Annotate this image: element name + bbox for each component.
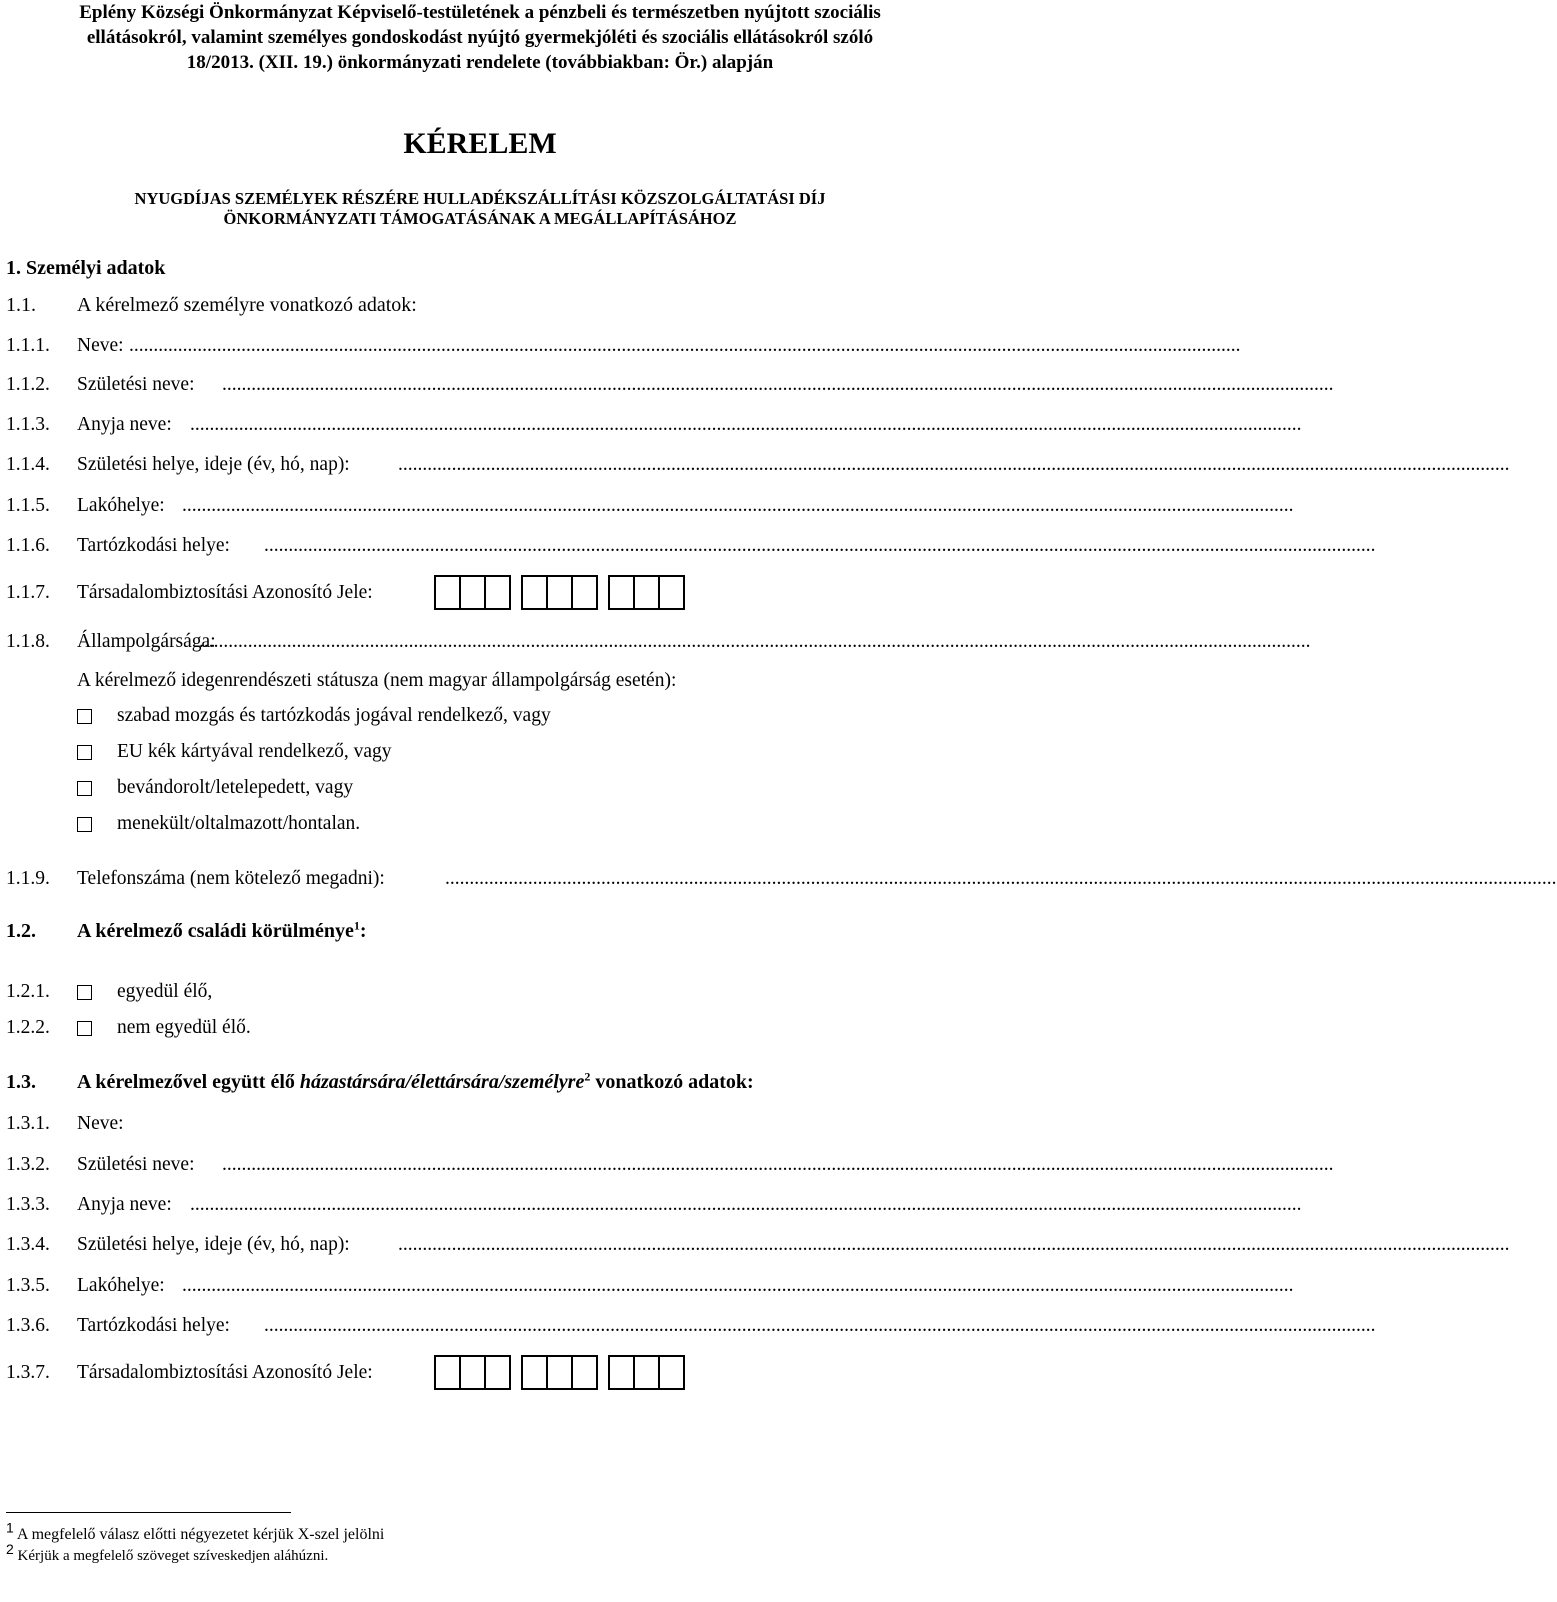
field-partner-birth-place-date[interactable] — [6, 1230, 1510, 1260]
field-number: 1.1.6. — [6, 535, 50, 556]
field-label: Tartózkodási helye: — [77, 1315, 230, 1336]
field-number: 1.3.1. — [6, 1113, 50, 1134]
header-line-2: ellátásokról, valamint személyes gondoskodást nyújtó gyermekjóléti és szociális ellátásokról szóló — [86, 27, 874, 48]
field-partner-mother-name[interactable] — [6, 1190, 1302, 1220]
footnote-1 — [6, 1519, 385, 1545]
footnote-mark: 1 — [6, 1519, 14, 1536]
field-label: Telefonszáma (nem kötelező megadni): — [77, 868, 385, 889]
field-number: 1.1.7. — [6, 582, 50, 603]
digit-box[interactable] — [521, 575, 548, 610]
section-number: 1.2. — [6, 920, 36, 942]
fill-in-line[interactable]: .................................................................................................................................................................................................................................... — [182, 495, 1294, 516]
fill-in-line[interactable]: .................................................................................................................................................................................................................................... — [182, 1275, 1294, 1296]
status-option-label: menekült/oltalmazott/hontalan. — [117, 813, 361, 834]
field-applicant-birth-place-date[interactable] — [6, 450, 1510, 480]
document-subtitle — [0, 189, 960, 229]
digit-box[interactable] — [484, 1355, 511, 1390]
fill-in-line[interactable]: .................................................................................................................................................................................................................................... — [199, 631, 1311, 652]
field-label: Anyja neve: — [77, 414, 172, 435]
digit-box[interactable] — [658, 575, 685, 610]
field-applicant-stay-place[interactable] — [6, 531, 1376, 561]
field-applicant-name[interactable] — [6, 331, 1241, 361]
fill-in-line[interactable]: .................................................................................................................................................................................................................................... — [398, 454, 1510, 475]
status-option-label: EU kék kártyával rendelkező, vagy — [117, 741, 392, 762]
option-number: 1.2.2. — [6, 1017, 50, 1038]
footnote-2 — [6, 1541, 329, 1566]
field-number: 1.3.2. — [6, 1154, 50, 1175]
digit-box[interactable] — [434, 575, 461, 610]
status-option-label: bevándorolt/letelepedett, vagy — [117, 777, 354, 798]
field-number: 1.3.6. — [6, 1315, 50, 1336]
field-number: 1.3.4. — [6, 1234, 50, 1255]
digit-box[interactable] — [459, 575, 486, 610]
field-label: Neve: — [77, 1113, 124, 1134]
checkbox-living-alone[interactable] — [77, 985, 92, 1000]
footnote-mark: 2 — [6, 1541, 14, 1557]
field-partner-name[interactable] — [6, 1109, 948, 1139]
field-number: 1.1.8. — [6, 631, 50, 652]
fill-in-line[interactable]: .................................................................................................................................................................................................................................... — [445, 868, 1557, 889]
checkbox-eu-blue-card[interactable] — [77, 745, 92, 760]
section-number: 1.1. — [6, 294, 36, 316]
digit-box[interactable] — [521, 1355, 548, 1390]
field-applicant-residence[interactable] — [6, 491, 1294, 521]
digit-box[interactable] — [546, 575, 573, 610]
field-label: Születési neve: — [77, 374, 195, 395]
section-number: 1.3. — [6, 1071, 36, 1093]
field-number: 1.3.7. — [6, 1362, 50, 1383]
checkbox-not-living-alone[interactable] — [77, 1021, 92, 1036]
fill-in-line[interactable]: .................................................................................................................................................................................................................................... — [222, 1154, 1334, 1175]
fill-in-line[interactable]: .................................................................................................................................................................................................................................... — [129, 335, 1241, 356]
status-intro-text: A kérelmező idegenrendészeti státusza (nem magyar állampolgárság esetén): — [77, 670, 677, 691]
header-line-3: 18/2013. (XII. 19.) önkormányzati rendelete (továbbiakban: Ör.) alapján — [186, 52, 774, 73]
field-label: Állampolgársága: — [77, 631, 216, 652]
digit-box[interactable] — [608, 1355, 635, 1390]
field-label: Társadalombiztosítási Azonosító Jele: — [77, 582, 373, 603]
fill-in-line[interactable]: .................................................................................................................................................................................................................................... — [190, 414, 1302, 435]
digit-box[interactable] — [608, 575, 635, 610]
taj-number-boxes[interactable] — [434, 575, 695, 610]
fill-in-line[interactable]: .................................................................................................................................................................................................................................... — [398, 1234, 1510, 1255]
field-number: 1.1.3. — [6, 414, 50, 435]
field-applicant-phone[interactable] — [6, 864, 1557, 894]
footnote-ref: 2 — [584, 1069, 591, 1084]
field-partner-birth-name[interactable] — [6, 1150, 1334, 1180]
section-label-wrap — [77, 916, 367, 946]
field-label: Születési neve: — [77, 1154, 195, 1175]
digit-box[interactable] — [571, 575, 598, 610]
footnote-separator — [6, 1512, 291, 1513]
digit-box[interactable] — [546, 1355, 573, 1390]
field-number: 1.3.5. — [6, 1275, 50, 1296]
field-number: 1.1.2. — [6, 374, 50, 395]
field-partner-taj-label — [6, 1358, 436, 1388]
field-partner-residence[interactable] — [6, 1271, 1294, 1301]
taj-number-boxes[interactable] — [434, 1355, 695, 1390]
digit-box[interactable] — [571, 1355, 598, 1390]
digit-box[interactable] — [633, 575, 660, 610]
field-applicant-citizenship[interactable] — [6, 627, 1311, 657]
digit-box[interactable] — [484, 575, 511, 610]
section-personal-data-heading: 1. Személyi adatok — [6, 257, 166, 279]
subtitle-line-1: NYUGDÍJAS SZEMÉLYEK RÉSZÉRE HULLADÉKSZÁLLÍTÁSI KÖZSZOLGÁLTATÁSI DÍJ — [134, 189, 826, 208]
section-label-post: vonatkozó adatok: — [590, 1071, 754, 1093]
fill-in-line[interactable]: .................................................................................................................................................................................................................................... — [222, 374, 1334, 395]
field-partner-stay-place[interactable] — [6, 1311, 1376, 1341]
fill-in-line[interactable]: .................................................................................................................................................................................................................................... — [264, 1315, 1376, 1336]
field-number: 1.1.1. — [6, 335, 50, 356]
field-label: Születési helye, ideje (év, hó, nap): — [77, 454, 350, 475]
section-label-colon: : — [359, 920, 367, 942]
section-label-wrap — [77, 1067, 754, 1097]
checkbox-free-movement[interactable] — [77, 709, 92, 724]
option-label: egyedül élő, — [117, 981, 213, 1002]
field-label: Anyja neve: — [77, 1194, 172, 1215]
document-title: KÉRELEM — [403, 127, 557, 160]
option-number: 1.2.1. — [6, 981, 50, 1002]
digit-box[interactable] — [658, 1355, 685, 1390]
field-applicant-birth-name[interactable] — [6, 370, 1334, 400]
section-label-italic: házastársára/élettársára/személyre — [299, 1071, 585, 1093]
fill-in-line[interactable]: .................................................................................................................................................................................................................................... — [190, 1194, 1302, 1215]
document-header — [0, 0, 960, 75]
footnote-ref: 1 — [353, 918, 360, 933]
section-label: A kérelmező személyre vonatkozó adatok: — [77, 294, 417, 316]
fill-in-line[interactable]: .................................................................................................................................................................................................................................... — [264, 535, 1376, 556]
field-label: Lakóhelye: — [77, 1275, 165, 1296]
footnote-text: Kérjük a megfelelő szöveget szíveskedjen aláhúzni. — [13, 1548, 329, 1564]
section-label: A kérelmező családi körülménye — [77, 920, 354, 942]
field-number: 1.3.3. — [6, 1194, 50, 1215]
section-label-pre: A kérelmezővel együtt élő — [77, 1071, 300, 1093]
field-number: 1.1.9. — [6, 868, 50, 889]
field-number: 1.1.5. — [6, 495, 50, 516]
digit-box[interactable] — [459, 1355, 486, 1390]
section-1-1-heading — [6, 290, 948, 320]
field-label: Születési helye, ideje (év, hó, nap): — [77, 1234, 350, 1255]
digit-box[interactable] — [434, 1355, 461, 1390]
footnote-text: A megfelelő válasz előtti négyezetet kérjük X-szel jelölni — [13, 1526, 385, 1543]
field-label: Lakóhelye: — [77, 495, 165, 516]
field-applicant-mother-name[interactable] — [6, 410, 1302, 440]
status-option-label: szabad mozgás és tartózkodás jogával rendelkező, vagy — [117, 705, 551, 726]
field-label: Társadalombiztosítási Azonosító Jele: — [77, 1362, 373, 1383]
field-number: 1.1.4. — [6, 454, 50, 475]
subtitle-line-2: ÖNKORMÁNYZATI TÁMOGATÁSÁNAK A MEGÁLLAPÍTÁSÁHOZ — [223, 209, 737, 228]
checkbox-immigrant[interactable] — [77, 781, 92, 796]
field-label: Tartózkodási helye: — [77, 535, 230, 556]
header-line-1: Eplény Községi Önkormányzat Képviselő-testületének a pénzbeli és természetben nyújtott szociális — [79, 2, 881, 23]
checkbox-refugee[interactable] — [77, 817, 92, 832]
option-label: nem egyedül élő. — [117, 1017, 251, 1038]
digit-box[interactable] — [633, 1355, 660, 1390]
field-label: Neve: — [77, 335, 124, 356]
field-applicant-taj-label — [6, 578, 436, 608]
